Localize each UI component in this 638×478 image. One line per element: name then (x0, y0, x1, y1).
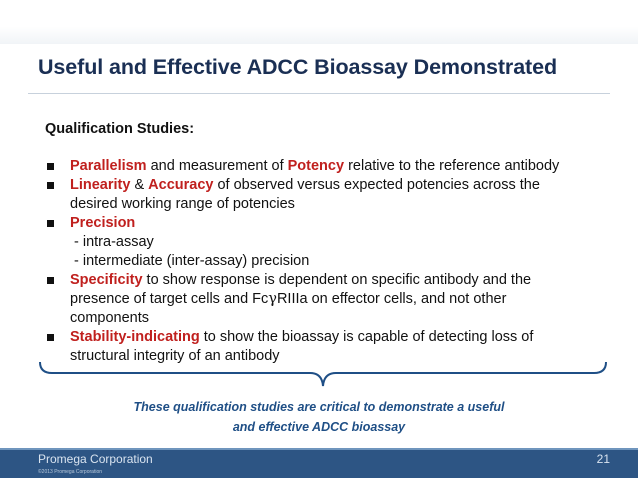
curly-brace-icon (38, 360, 608, 388)
bullet-specificity (44, 271, 614, 290)
bullet-continuation: structural integrity of an antibody (70, 348, 280, 364)
page-number: 21 (596, 452, 610, 466)
term-specificity: Specificity (70, 272, 143, 288)
bullet-continuation (44, 290, 614, 309)
bullet-stability (44, 328, 614, 347)
bullet-square-icon (47, 277, 54, 284)
term-accuracy: Accuracy (148, 177, 214, 193)
sub-item-intermediate: - intermediate (inter-assay) precision (74, 253, 310, 269)
bullet-text: and measurement of (146, 158, 288, 174)
sub-item-intra-assay: - intra-assay (74, 234, 154, 250)
slide-title: Useful and Effective ADCC Bioassay Demonstrated (38, 55, 558, 79)
section-subheading: Qualification Studies: (45, 121, 195, 137)
bullet-text: relative to the reference antibody (344, 158, 560, 174)
footer-divider (0, 448, 638, 450)
bullet-text: & (130, 177, 149, 193)
term-parallelism: Parallelism (70, 158, 147, 174)
bullet-text: to show the bioassay is capable of detecting loss of (199, 329, 534, 345)
gamma-symbol: γ (268, 291, 277, 307)
header-band (0, 0, 638, 44)
bullet-list (44, 157, 614, 366)
bullet-square-icon (47, 334, 54, 341)
bullet-linearity (44, 176, 614, 195)
summary-line-2: and effective ADCC bioassay (232, 420, 406, 434)
summary-statement (0, 397, 638, 437)
bullet-text: presence of target cells and Fc (70, 291, 269, 307)
bullet-text: to show response is dependent on specific antibody and the (142, 272, 532, 288)
term-stability-indicating: Stability-indicating (70, 329, 200, 345)
bullet-precision (44, 214, 614, 233)
bullet-text: of observed versus expected potencies across the (213, 177, 540, 193)
term-potency: Potency (287, 158, 345, 174)
copyright-notice: ©2013 Promega Corporation (38, 469, 102, 475)
bullet-parallelism (44, 157, 614, 176)
bullet-square-icon (47, 182, 54, 189)
bullet-continuation: components (70, 310, 149, 326)
term-precision: Precision (70, 215, 136, 231)
company-name: Promega Corporation (38, 452, 153, 466)
bullet-square-icon (47, 220, 54, 227)
bullet-text: RIIIa on effector cells, and not other (276, 291, 507, 307)
summary-line-1: These qualification studies are critical to demonstrate a useful (133, 400, 505, 414)
term-linearity: Linearity (70, 177, 131, 193)
bullet-continuation: desired working range of potencies (70, 196, 295, 212)
title-divider (28, 93, 610, 94)
bullet-square-icon (47, 163, 54, 170)
